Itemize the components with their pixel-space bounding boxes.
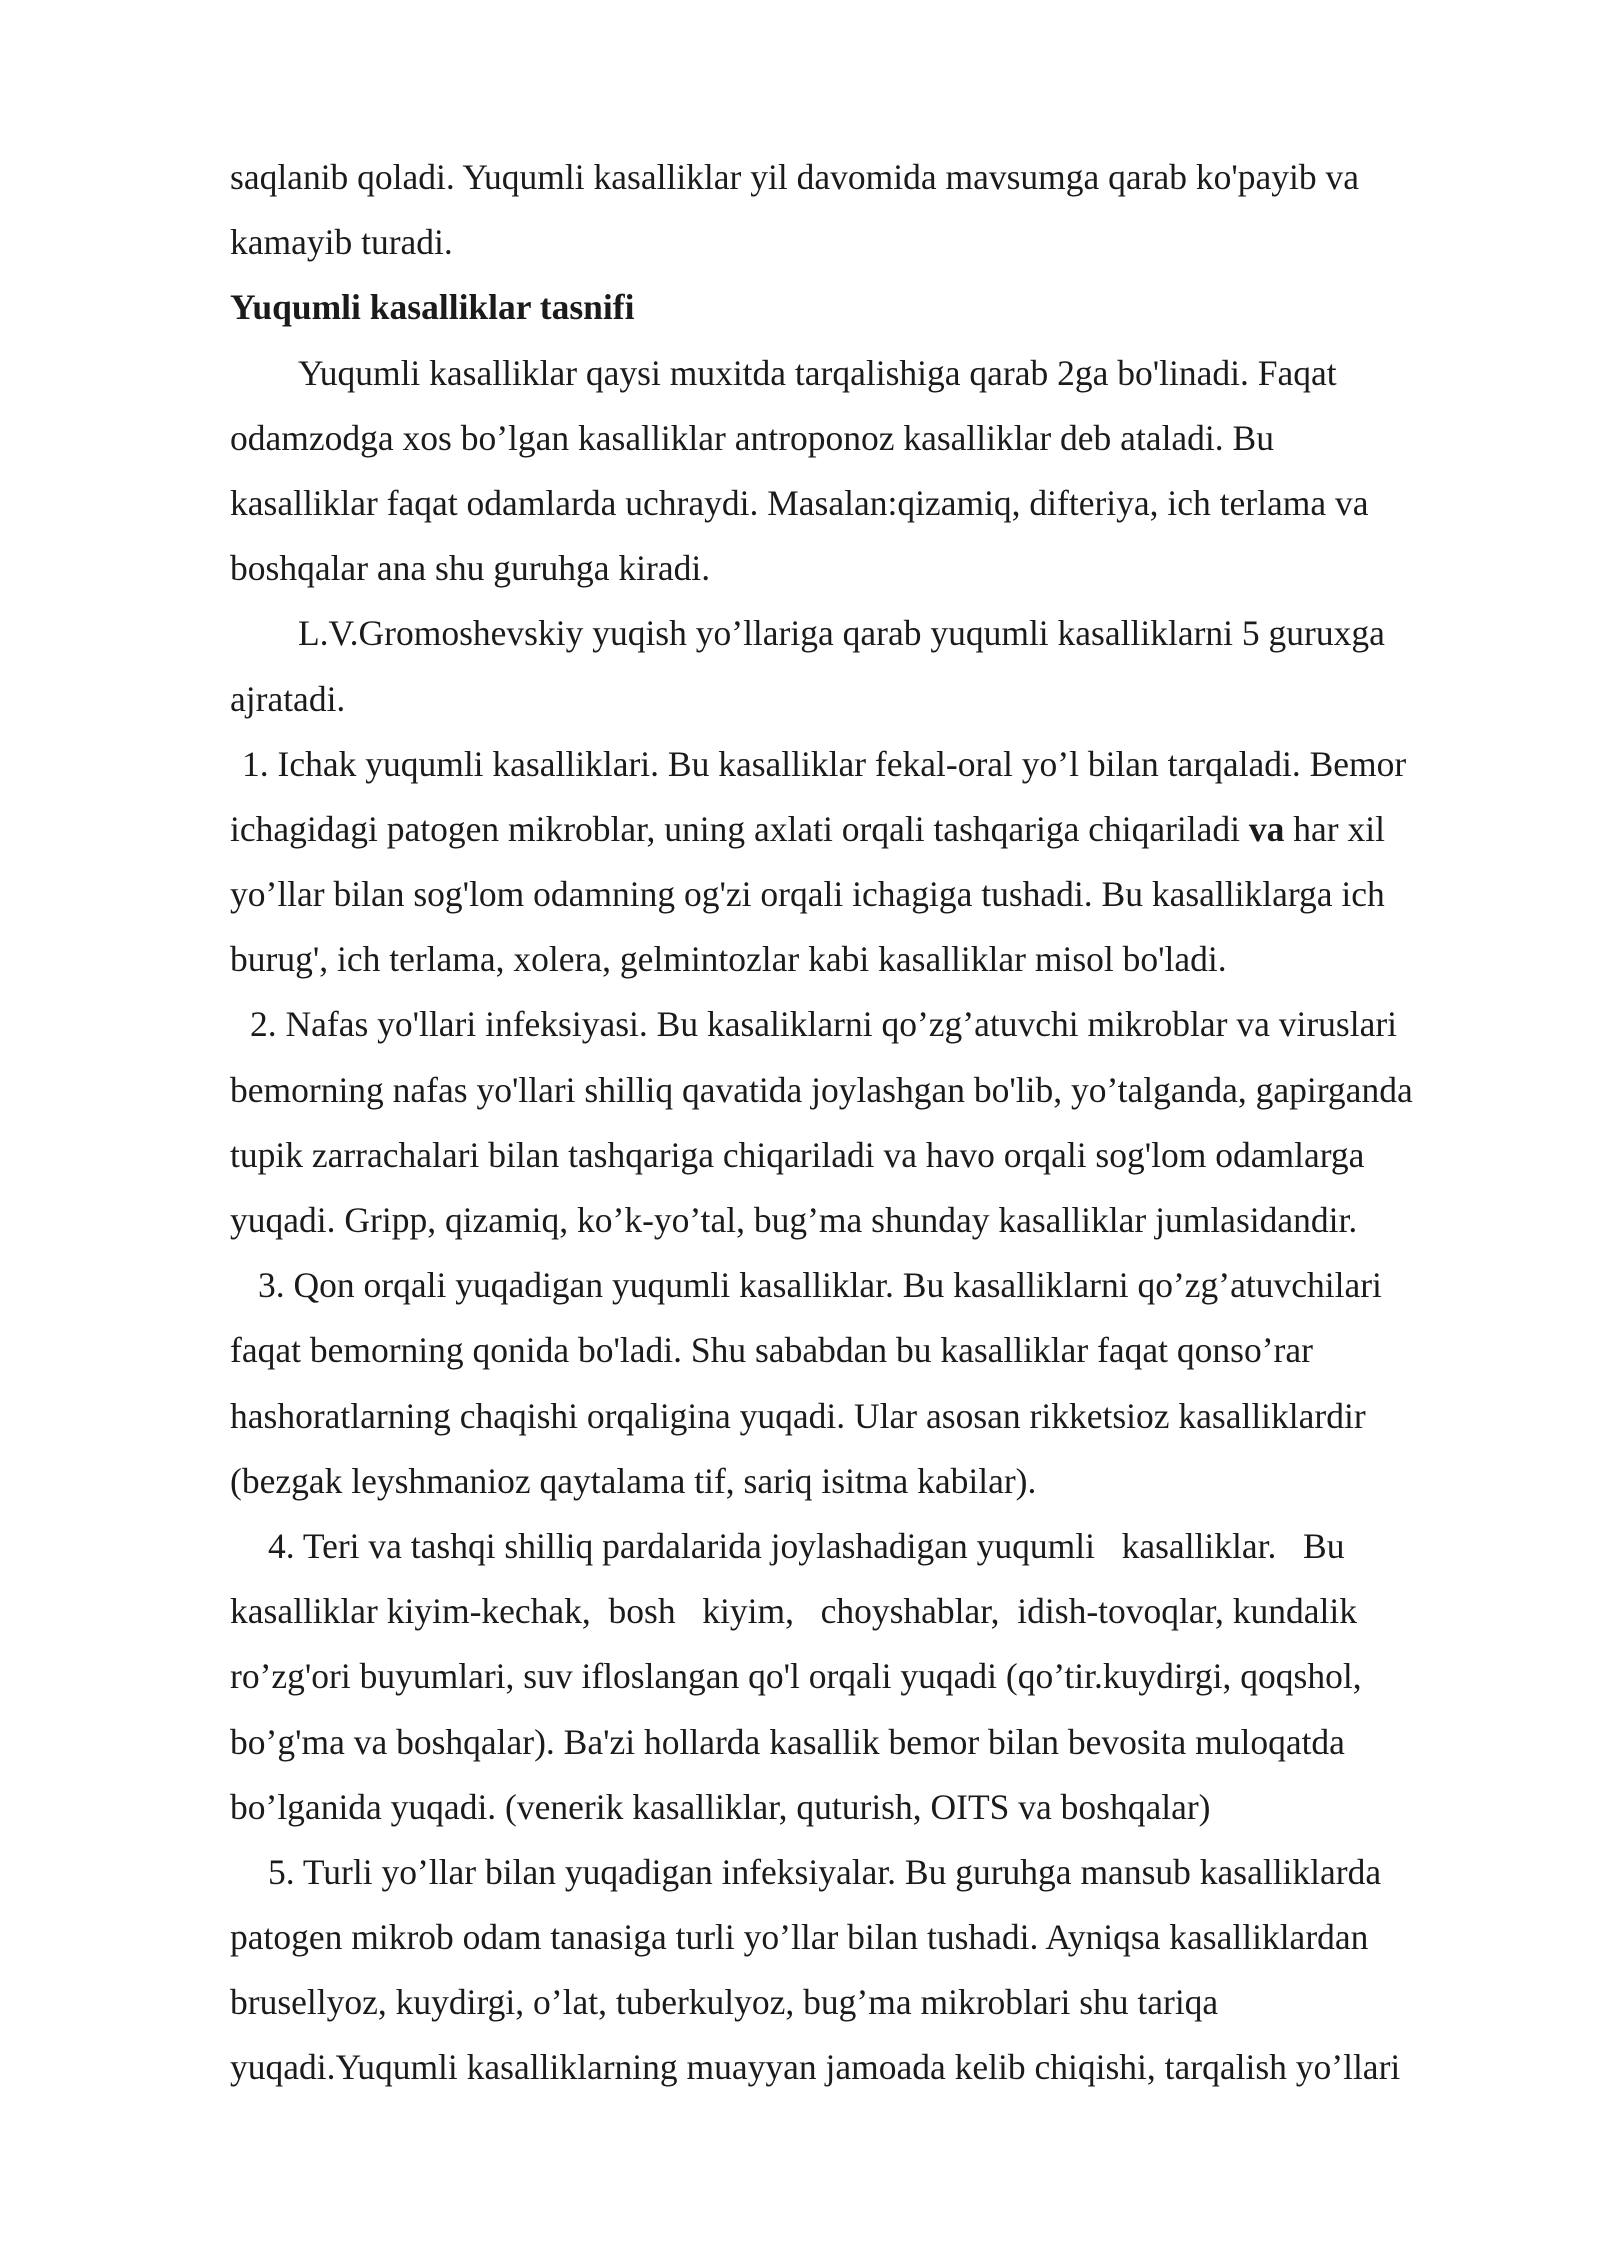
text-line: yuqadi.Yuqumli kasalliklarning muayyan jamoada kelib chiqishi, tarqalish yo’llari xyxy=(230,2047,1401,2088)
document-body xyxy=(230,152,1510,2108)
text-segment: har xil xyxy=(1284,808,1385,849)
text-line: bo’lganida yuqadi. (venerik kasalliklar, quturish, OITS va boshqalar) xyxy=(230,1786,1211,1827)
list-item-1-line: 1. Ichak yuqumli kasalliklari. Bu kasalliklar fekal-oral yo’l bilan tarqaladi. Bemor xyxy=(242,743,1407,784)
text-line: hashoratlarning chaqishi orqaligina yuqadi. Ular asosan rikketsioz kasalliklardir xyxy=(230,1395,1366,1436)
text-line: bemorning nafas yo'llari shilliq qavatida joylashgan bo'lib, yo’talganda, gapirganda xyxy=(230,1069,1413,1110)
text-line: patogen mikrob odam tanasiga turli yo’llar bilan tushadi. Ayniqsa kasalliklardan xyxy=(230,1917,1369,1958)
list-item-4-line: 4. Teri va tashqi shilliq pardalarida joylashadigan yuqumli kasalliklar. Bu xyxy=(268,1525,1345,1566)
text-segment: ichagidagi patogen mikroblar, uning axlati orqali tashqariga chiqariladi xyxy=(230,808,1249,849)
text-line: yo’llar bilan sog'lom odamning og'zi orqali ichagiga tushadi. Bu kasalliklarga ich xyxy=(230,874,1385,915)
text-line: boshqalar ana shu guruhga kiradi. xyxy=(230,548,711,589)
list-item-2-line: 2. Nafas yo'llari infeksiyasi. Bu kasaliklarni qo’zg’atuvchi mikroblar va viruslari xyxy=(250,1004,1398,1045)
list-item-5-line: 5. Turli yo’llar bilan yuqadigan infeksiyalar. Bu guruhga mansub kasalliklarda xyxy=(268,1851,1382,1892)
text-line: Yuqumli kasalliklar qaysi muxitda tarqalishiga qarab 2ga bo'linadi. Faqat xyxy=(298,352,1337,393)
text-line: kasalliklar faqat odamlarda uchraydi. Masalan:qizamiq, difteriya, ich terlama va xyxy=(230,482,1369,523)
text-line: yuqadi. Gripp, qizamiq, ko’k-yo’tal, bug’ma shunday kasalliklar jumlasidandir. xyxy=(230,1200,1358,1240)
text-line: (bezgak leyshmanioz qaytalama tif, sariq isitma kabilar). xyxy=(230,1460,1037,1501)
text-line: kamayib turadi. xyxy=(230,222,453,263)
text-line: kasalliklar kiyim-kechak, bosh kiyim, choyshablar, idish-tovoqlar, kundalik xyxy=(230,1591,1358,1632)
text-line: odamzodga xos bo’lgan kasalliklar antroponoz kasalliklar deb ataladi. Bu xyxy=(230,417,1274,458)
bold-word: va xyxy=(1248,808,1285,849)
text-line: faqat bemorning qonida bo'ladi. Shu sababdan bu kasalliklar faqat qonso’rar xyxy=(230,1330,1313,1371)
text-line: burug', ich terlama, xolera, gelmintozlar kabi kasalliklar misol bo'ladi. xyxy=(230,939,1227,980)
text-line: ajratadi. xyxy=(230,678,346,719)
list-item-3-line: 3. Qon orqali yuqadigan yuqumli kasalliklar. Bu kasalliklarni qo’zg’atuvchilari xyxy=(258,1265,1382,1306)
text-line: tupik zarrachalari bilan tashqariga chiqariladi va havo orqali sog'lom odamlarga xyxy=(230,1134,1365,1175)
text-line: saqlanib qoladi. Yuqumli kasalliklar yil davomida mavsumga qarab ko'payib va xyxy=(230,157,1359,197)
text-line: L.V.Gromoshevskiy yuqish yo’llariga qarab yuqumli kasalliklarni 5 guruxga xyxy=(298,613,1385,654)
text-line xyxy=(230,804,1510,869)
text-line: bo’g'ma va boshqalar). Ba'zi hollarda kasallik bemor bilan bevosita muloqatda xyxy=(230,1721,1345,1762)
text-line: ro’zg'ori buyumlari, suv ifloslangan qo'l orqali yuqadi (qo’tir.kuydirgi, qoqshol, xyxy=(230,1656,1362,1697)
section-heading: Yuqumli kasalliklar tasnifi xyxy=(230,287,635,328)
text-line: brusellyoz, kuydirgi, o’lat, tuberkulyoz, bug’ma mikroblari shu tariqa xyxy=(230,1982,1219,2023)
